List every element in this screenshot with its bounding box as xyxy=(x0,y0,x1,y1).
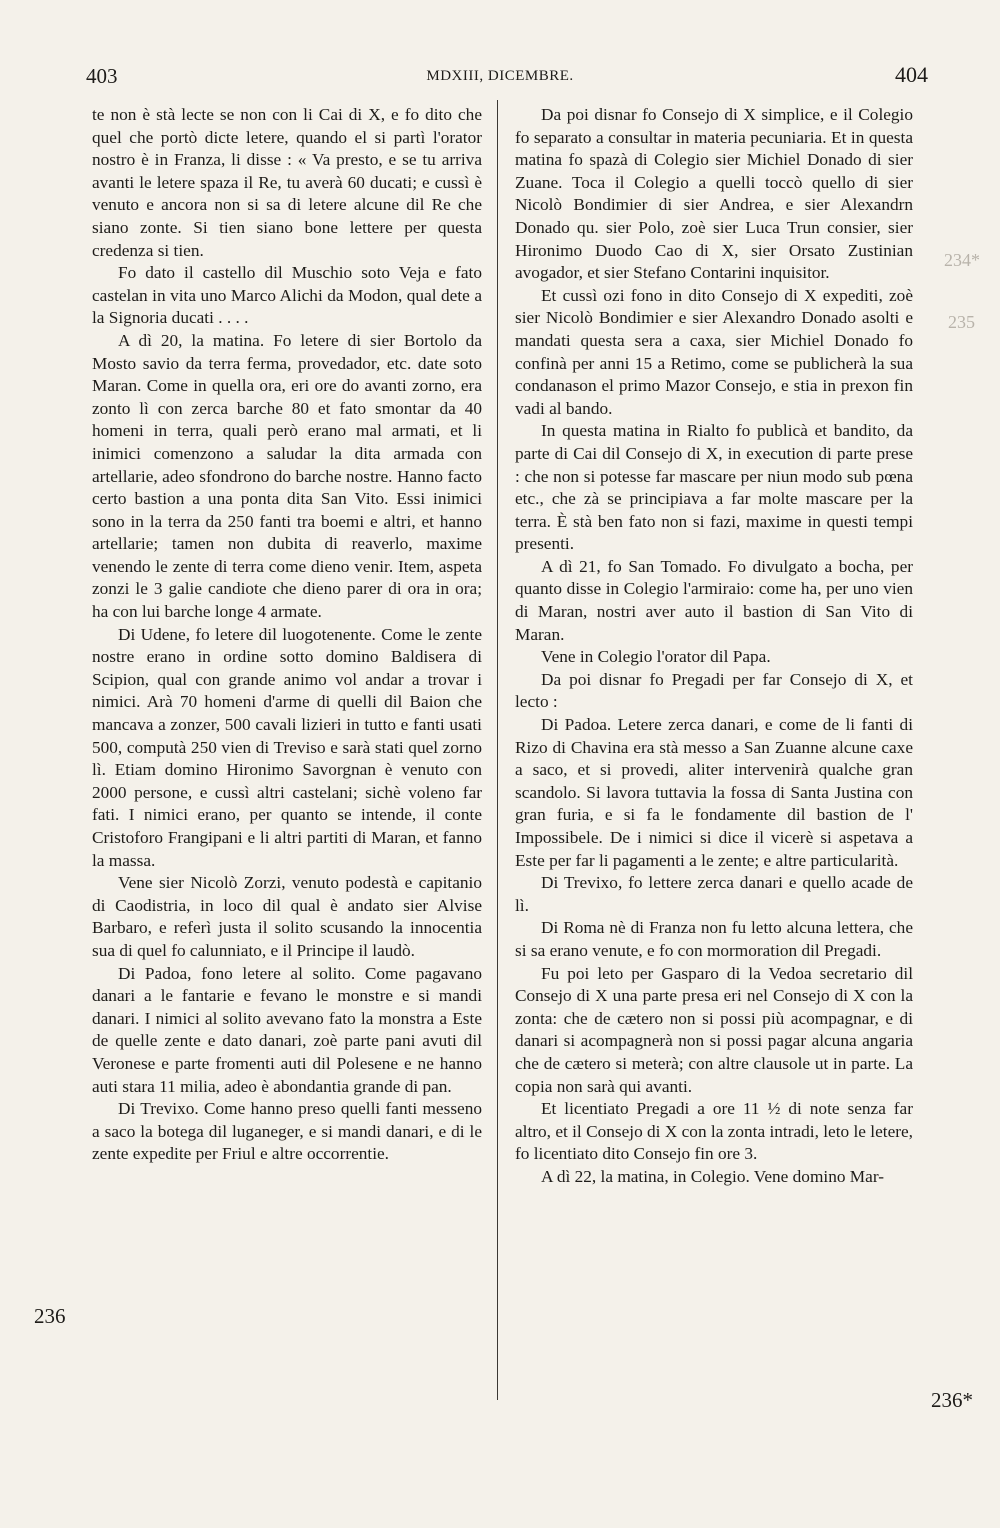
paragraph: Da poi disnar fo Consejo di X simplice, e il Colegio fo separato a consultar in materia pecuniaria. Et in questa matina fo spazà di Colegio sier Michiel Donado di sier Zuane. Toca il Colegio a quelli toccò quello di sier Nicolò Bondimier di sier Andrea, e sier Alexandrn Donado qu. sier Polo, zoè sier Luca Trun consier, sier Hironimo Duodo Cao di X, sier Orsato Zustinian avogador, et sier Stefano Contarini inquisitor. xyxy=(515,105,913,283)
paragraph: Fo dato il castello dil Muschio soto Veja e fato castelan in vita uno Marco Alichi da Modon, qual dete a la Signoria ducati . . . . xyxy=(92,263,482,328)
paragraph: A dì 20, la matina. Fo letere di sier Bortolo da Mosto savio da terra ferma, provedador, etc. date soto Maran. Come in quella ora, eri ore do avanti zorno, era zonto lì con zerca barche 80 et fato smontar da 40 homeni in terra, quali però erano mal armati, et li inimici comenzono a saludar la dita armada con artellarie, adeo sfondrono do barche nostre. Hanno facto certo bastion a una ponta dita San Vito. Essi inimici sono in la terra da 250 fanti tra boemi e altri, et hanno artellarie; tamen non dubita di reaverlo, maxime venendo le zente di terra come dieno venir. Item, aspeta zonzi le 3 galie candiote che dieno parer di ora in ora; ha con lui barche longe 4 armate. xyxy=(92,330,482,622)
paragraph: Da poi disnar fo Pregadi per far Consejo di X, et lecto : xyxy=(515,669,913,712)
paragraph: Di Trevixo. Come hanno preso quelli fanti messeno a saco la botega dil luganeger, e si mandi danari, e di le zente expedite per Friul e altre occorrentie. xyxy=(92,1099,482,1164)
paragraph: Di Roma nè di Franza non fu letto alcuna lettera, che si sa erano venute, e fo con mormoration dil Pregadi. xyxy=(515,918,913,960)
bleed-through-number: 234* xyxy=(944,250,980,270)
column-divider xyxy=(497,100,498,1400)
bleed-through-number: 235 xyxy=(948,312,975,332)
paragraph: Et licentiato Pregadi a ore 11 ½ di note senza far altro, et il Consejo di X con la zonta intradi, leto le letere, fo licentiato dito Consejo fin ore 3. xyxy=(515,1099,913,1164)
paragraph: Di Padoa. Letere zerca danari, e come de li fanti di Rizo di Chavina era stà messo a San Zuanne alcune caxe a saco, et si provedi, aliter intervenirà qualche gran scandolo. Si lavora tuttavia la fossa di Santa Justina con gran furia, e si fa le fondamente dil bastion de l' Impossibele. De i nimici si dice il vicerè si aspetava a Este per far li pagamenti a le zente; e altre particularità. xyxy=(515,715,913,870)
paragraph: Vene sier Nicolò Zorzi, venuto podestà e capitanio di Caodistria, in loco dil qual è andato sier Alvise Barbaro, e referì justa il solito scusando la innocentia sua di quel fo calunniato, e il Principe il laudò. xyxy=(92,873,482,960)
left-column xyxy=(92,104,482,1166)
running-title: MDXIII, DICEMBRE. xyxy=(426,68,574,84)
margin-number-left: 236 xyxy=(34,1304,66,1328)
paragraph: Di Trevixo, fo lettere zerca danari e quello acade de lì. xyxy=(515,873,913,915)
paragraph: Et cussì ozi fono in dito Consejo di X expediti, zoè sier Nicolò Bondimier e sier Alexandro Donado asolti e mandati questa sera a caxa, sier Michiel Donado fo confinà per anni 15 a Retimo, come se publicherà la sua condanason el primo Mazor Consejo, e stia in prexon fin vadi al bando. xyxy=(515,285,913,418)
paragraph: A dì 21, fo San Tomado. Fo divulgato a bocha, per quanto disse in Colegio l'armiraio: come ha, per uno vien di Maran, nostri aver auto il bastion di San Vito di Maran. xyxy=(515,556,913,644)
page-number-left: 403 xyxy=(86,64,118,88)
margin-number-right: 236* xyxy=(931,1388,973,1412)
paragraph: Di Padoa, fono letere al solito. Come pagavano danari a le fantarie e fevano le monstre e si mandi danari. I nimici al solito avevano fato la monstra a Este de quelle zente e dato danari, zoè parte pani avuti dil Veronese e parte fromenti auti dil Polesene e ne hanno auti stara 11 milia, adeo è abondantia grande di pan. xyxy=(92,963,482,1096)
right-column xyxy=(515,104,913,1189)
paragraph: te non è stà lecte se non con li Cai di X, e fo dito che quel che portò dicte letere, quando el si partì l'orator nostro è in Franza, li disse : « Va presto, e se tu arriva avanti le letere spaza il Re, tu averà 60 ducati; e cussì è venuto e ancora non si sa di letere alcune dil Re che siano zonte. Si tien siano bone lettere per questa credenza si tien. xyxy=(92,105,482,260)
paragraph: Vene in Colegio l'orator dil Papa. xyxy=(541,647,771,667)
paragraph: In questa matina in Rialto fo publicà et bandito, da parte di Cai dil Consejo di X, in execution di parte prese : che non si potesse far mascare per niun modo sub pœna etc., che zà se principiava a far molte mascare per la terra. È stà ben fato non si fazi, maxime in questi tempi presenti. xyxy=(515,421,913,554)
paragraph: A dì 22, la matina, in Colegio. Vene domino Mar- xyxy=(541,1166,884,1186)
page-number-right: 404 xyxy=(895,62,928,87)
paragraph: Fu poi leto per Gasparo di la Vedoa secretario dil Consejo di X una parte presa eri nel Consejo di X con la zonta: che de cætero non si possi più acompagnar, e di danari si acompagnerà non si possi pagar alcuna angaria che de cætero si meterà; con altre clausole ut in parte. La copia non sarà qui avanti. xyxy=(515,963,913,1096)
paragraph: Di Udene, fo letere dil luogotenente. Come le zente nostre erano in ordine sotto domino Baldisera di Scipion, qual con grande animo vol andar a trovar i nimici. Arà 70 homeni d'arme di quelli dil Baion che mancava a zonzer, 500 cavali lizieri in tutto e fanti usati 500, computà 250 vien di Treviso e sarà stati quel zorno lì. Etiam domino Hironimo Savorgnan è venuto con 2000 persone, e cussì altri castelani; sichè voleno far fati. I nimici erano, per quanto se intende, il conte Cristoforo Frangipani e li altri partiti di Maran, et fanno la massa. xyxy=(92,624,482,870)
